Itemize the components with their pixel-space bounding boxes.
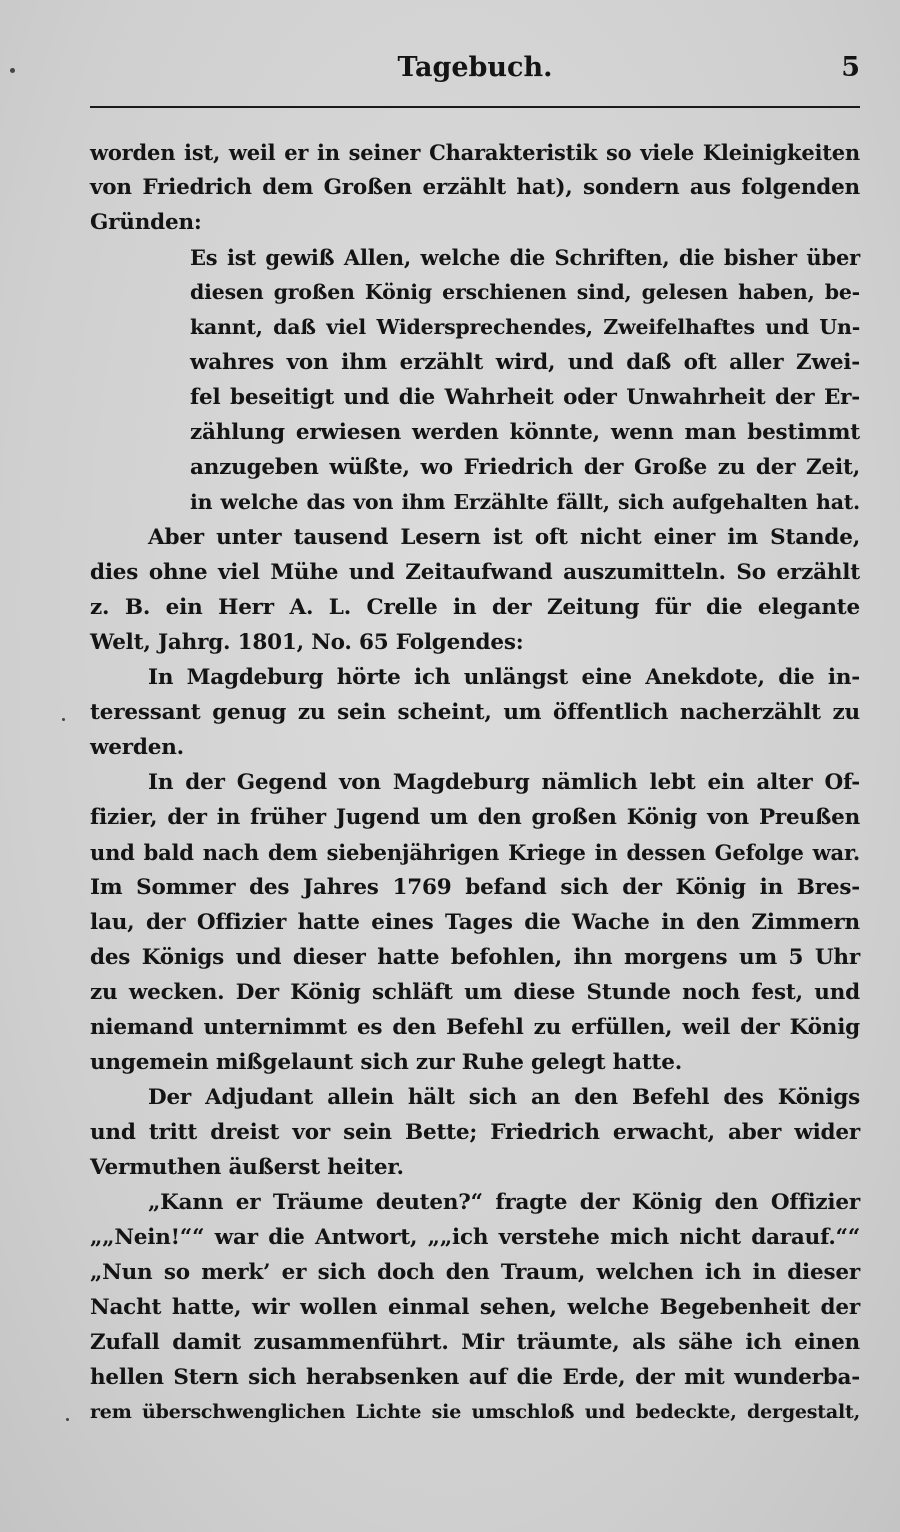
text-line: In Magdeburg hörte ich unlängst eine Anekdote, die in- <box>148 665 860 690</box>
page-number: 5 <box>841 52 860 83</box>
header-rule <box>90 106 860 108</box>
running-title: Tagebuch. <box>397 52 553 83</box>
text-line: teressant genug zu sein scheint, um öffentlich nacherzählt zu <box>90 700 860 725</box>
text-line: fel beseitigt und die Wahrheit oder Unwahrheit der Er- <box>190 385 860 410</box>
text-line: Es ist gewiß Allen, welche die Schriften, die bisher über <box>190 245 860 270</box>
text-line: Aber unter tausend Lesern ist oft nicht einer im Stande, <box>148 525 860 550</box>
print-speck <box>62 718 65 721</box>
page-header <box>90 52 860 92</box>
text-line: „Nun so merk’ er sich doch den Traum, welchen ich in dieser <box>90 1260 860 1285</box>
text-line: niemand unternimmt es den Befehl zu erfüllen, weil der König <box>90 1015 860 1040</box>
text-line: lau, der Offizier hatte eines Tages die Wache in den Zimmern <box>90 910 860 935</box>
body-text <box>90 135 860 1430</box>
print-speck <box>10 68 15 73</box>
text-line: ungemein mißgelaunt sich zur Ruhe gelegt hatte. <box>90 1050 683 1075</box>
text-line: des Königs und dieser hatte befohlen, ihn morgens um 5 Uhr <box>90 945 860 970</box>
text-line: rem überschwenglichen Lichte sie umschloß und bedeckte, dergestalt, <box>90 1401 860 1423</box>
text-line: „„Nein!““ war die Antwort, „„ich verstehe mich nicht darauf.““ <box>90 1225 860 1250</box>
text-line: Gründen: <box>90 210 202 235</box>
text-line: in welche das von ihm Erzählte fällt, sich aufgehalten hat. <box>190 490 860 514</box>
text-line: fizier, der in früher Jugend um den großen König von Preußen <box>90 805 860 830</box>
text-line: Im Sommer des Jahres 1769 befand sich der König in Bres- <box>90 875 860 900</box>
text-line: von Friedrich dem Großen erzählt hat), sondern aus folgenden <box>90 175 860 200</box>
text-line: wahres von ihm erzählt wird, und daß oft aller Zwei- <box>190 350 860 375</box>
text-line: Der Adjudant allein hält sich an den Befehl des Königs <box>148 1085 860 1110</box>
text-line: Nacht hatte, wir wollen einmal sehen, welche Begebenheit der <box>90 1295 860 1320</box>
text-line: „Kann er Träume deuten?“ fragte der König den Offizier <box>148 1190 860 1215</box>
text-line: dies ohne viel Mühe und Zeitaufwand auszumitteln. So erzählt <box>90 560 860 585</box>
text-line: Vermuthen äußerst heiter. <box>90 1155 404 1180</box>
text-line: worden ist, weil er in seiner Charakteristik so viele Kleinigkeiten <box>90 140 860 165</box>
text-line: werden. <box>90 735 184 760</box>
text-line: diesen großen König erschienen sind, gelesen haben, be- <box>190 280 860 304</box>
text-line: In der Gegend von Magdeburg nämlich lebt ein alter Of- <box>148 770 860 795</box>
text-line: Welt, Jahrg. 1801, No. 65 Folgendes: <box>90 630 524 655</box>
text-line: z. B. ein Herr A. L. Crelle in der Zeitung für die elegante <box>90 595 860 620</box>
text-line: kannt, daß viel Widersprechendes, Zweifelhaftes und Un- <box>190 315 860 339</box>
text-line: und tritt dreist vor sein Bette; Friedrich erwacht, aber wider <box>90 1120 860 1145</box>
print-speck <box>66 1418 69 1421</box>
text-line: hellen Stern sich herabsenken auf die Erde, der mit wunderba- <box>90 1365 860 1390</box>
text-line: Zufall damit zusammenführt. Mir träumte, als sähe ich einen <box>90 1330 860 1355</box>
text-line: zu wecken. Der König schläft um diese Stunde noch fest, und <box>90 980 860 1005</box>
text-line: zählung erwiesen werden könnte, wenn man bestimmt <box>190 420 860 445</box>
text-line: und bald nach dem siebenjährigen Kriege in dessen Gefolge war. <box>90 840 860 865</box>
text-line: anzugeben wüßte, wo Friedrich der Große zu der Zeit, <box>190 455 860 480</box>
